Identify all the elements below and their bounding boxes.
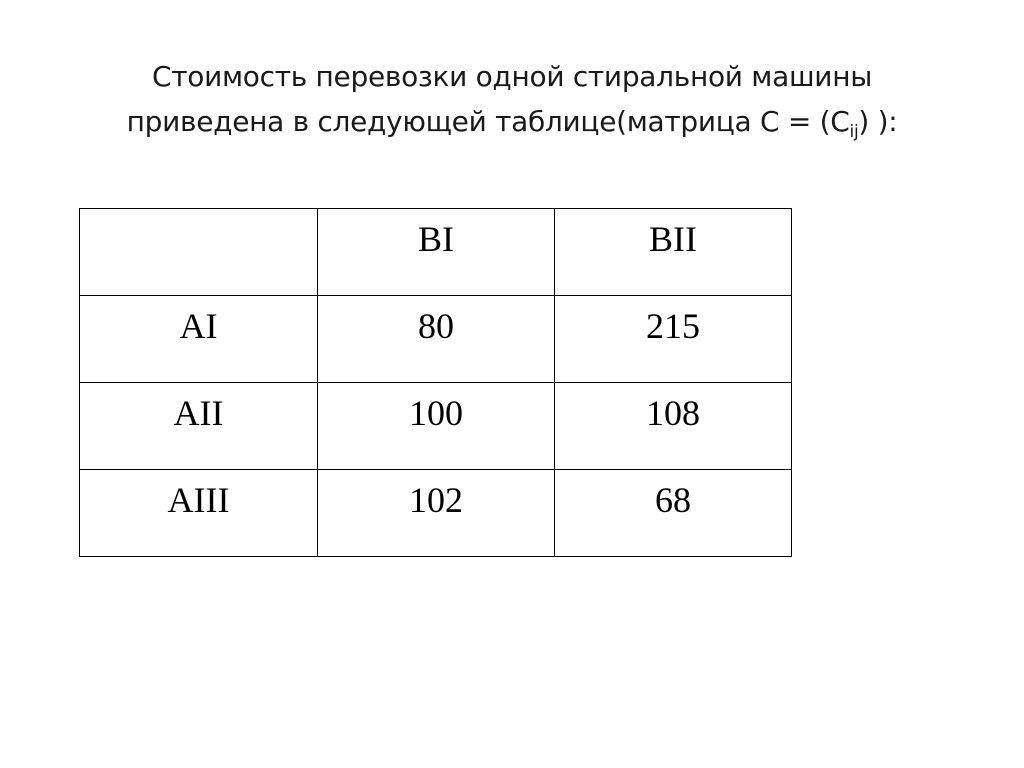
row-label-ai: AI — [179, 306, 218, 346]
table-cell — [318, 383, 555, 470]
title-line-2-suffix: ) ): — [858, 105, 898, 138]
table-cell — [555, 383, 792, 470]
title-line-2 — [60, 99, 964, 144]
cell-aii-bi: 100 — [409, 393, 463, 433]
table-header-row — [80, 209, 792, 296]
table-corner-cell — [80, 209, 318, 296]
cell-aiii-bii: 68 — [655, 480, 691, 520]
header-bii-text: BII — [649, 219, 697, 259]
title-subscript: ij — [849, 122, 859, 142]
cell-aii-bii: 108 — [646, 393, 700, 433]
table-row — [80, 470, 792, 557]
cost-matrix-table — [79, 208, 792, 557]
cell-ai-bii: 215 — [646, 306, 700, 346]
header-bi-text: BI — [418, 219, 454, 259]
table-header-cell-bii — [555, 209, 792, 296]
cell-aiii-bi: 102 — [409, 480, 463, 520]
table-row — [80, 383, 792, 470]
table-row — [80, 296, 792, 383]
row-label-aiii: AIII — [167, 480, 230, 520]
row-label-cell — [80, 383, 318, 470]
corner-text — [80, 209, 317, 219]
title-line-1: Стоимость перевозки одной стиральной машины — [151, 60, 873, 93]
title-line-2-prefix: приведена в следующей таблице(матрица С = (С — [126, 105, 850, 138]
table-cell — [555, 470, 792, 557]
cell-ai-bi: 80 — [418, 306, 454, 346]
table-cell — [318, 470, 555, 557]
table-cell — [318, 296, 555, 383]
row-label-cell — [80, 296, 318, 383]
table-cell — [555, 296, 792, 383]
slide-title — [60, 54, 964, 144]
row-label-aii: AII — [173, 393, 224, 433]
table-header-cell-bi — [318, 209, 555, 296]
row-label-cell — [80, 470, 318, 557]
